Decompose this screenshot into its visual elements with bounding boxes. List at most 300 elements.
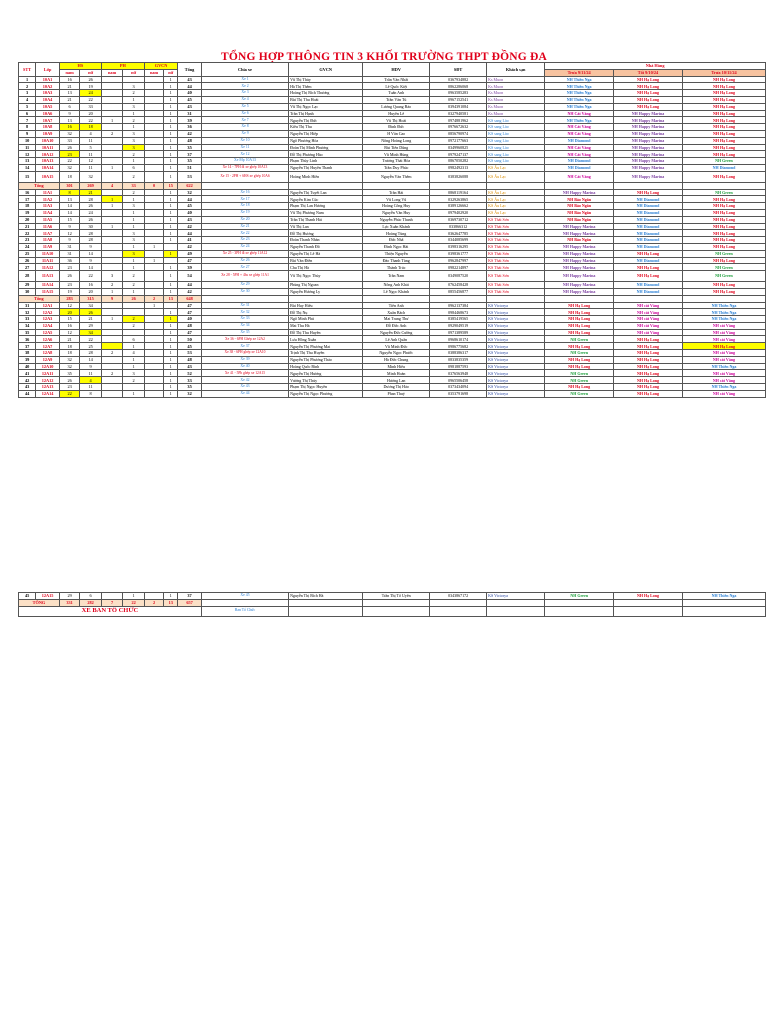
teacher-cell: Vũ Thị Phương Nam	[289, 209, 363, 216]
empty-cell	[545, 599, 614, 606]
restaurant-lunch-1-cell: NH Hạ Long	[545, 343, 614, 350]
hotel-cell: KS sang Lào	[487, 151, 545, 158]
ph-nu-cell: 1	[123, 363, 145, 370]
total-cell: 47	[178, 309, 202, 316]
stt-cell: 16	[19, 189, 36, 196]
restaurant-dinner-cell: NH cát Vàng	[614, 322, 683, 329]
stt-cell: 1	[19, 76, 36, 83]
bus-cell: Xe 42	[201, 377, 288, 384]
restaurant-lunch-1-cell: NH Green	[545, 350, 614, 357]
gv-nam-cell	[144, 309, 163, 316]
ph-nam-cell	[101, 144, 123, 151]
gv-nu-cell: 1	[164, 117, 178, 124]
total-cell: 40	[178, 90, 202, 97]
header-gvcn-count: GVCN	[144, 63, 177, 70]
empty-cell	[487, 599, 545, 606]
gv-nu-cell: 1	[164, 288, 178, 295]
restaurant-dinner-cell: NH Hạ Long	[614, 189, 683, 196]
hs-nu-cell: 21	[80, 316, 102, 323]
gv-nu-cell: 1	[164, 158, 178, 165]
total-cell: 43	[178, 103, 202, 110]
guide-cell: Trần Nam	[363, 271, 430, 282]
empty-cell	[430, 599, 487, 606]
phone-cell: 0362647785	[430, 230, 487, 237]
restaurant-lunch-2-cell: NH cát Vàng	[682, 356, 765, 363]
gv-nam-cell	[144, 76, 163, 83]
restaurant-lunch-1-cell: NH Hạ Long	[545, 329, 614, 336]
stt-cell: 5	[19, 103, 36, 110]
ph-nu-cell: 2	[123, 151, 145, 158]
hs-nam-cell: 13	[59, 196, 79, 203]
hotel-cell: KS Thái Sơn	[487, 288, 545, 295]
hotel-cell: Ks Muon	[487, 83, 545, 90]
restaurant-lunch-1-cell: NH Hạ Long	[545, 356, 614, 363]
hs-nam-cell: 35	[59, 370, 79, 377]
restaurant-dinner-cell: NH Diamond	[614, 243, 683, 250]
phone-cell: 0974881962	[430, 117, 487, 124]
hs-nam-cell: 15	[59, 316, 79, 323]
restaurant-lunch-2-cell: NH Hạ Long	[682, 171, 765, 182]
ph-nu-cell: 3	[123, 250, 145, 257]
gv-nam-cell	[144, 282, 163, 289]
phone-cell: 0962847997	[430, 257, 487, 264]
hotel-cell: KS Victorya	[487, 390, 545, 397]
ph-nu-cell	[123, 76, 145, 83]
hs-nu-cell: 11	[80, 137, 102, 144]
hs-nu-cell: 4	[80, 130, 102, 137]
restaurant-lunch-2-cell: NH Hạ Long	[682, 96, 765, 103]
hs-nam-cell: 9	[59, 110, 79, 117]
teacher-cell: Đỗ Thị Phương Hảo	[289, 151, 363, 158]
btc-cell: Ban Tổ Chức	[201, 606, 288, 616]
phone-cell: 0968610174	[430, 336, 487, 343]
ph-nam-cell	[101, 209, 123, 216]
teacher-cell: Bùi Huy Hiếu	[289, 302, 363, 309]
ph-nu-cell: 1	[123, 96, 145, 103]
restaurant-lunch-1-cell: NH Diamond	[545, 164, 614, 171]
gv-nam-cell	[144, 90, 163, 97]
guide-cell: Vũ Minh Hùng	[363, 151, 430, 158]
hs-nu-cell: 26	[80, 76, 102, 83]
header-ph-nam: nam	[101, 69, 123, 76]
gv-nu-cell: 1	[164, 264, 178, 271]
hs-nu-cell: 20	[80, 110, 102, 117]
phone-cell: 0929049519	[430, 322, 487, 329]
restaurant-lunch-2-cell: NH Thiên Nga	[682, 302, 765, 309]
hs-nam-cell: 26	[59, 144, 79, 151]
guide-cell: Minh Hoàn	[363, 370, 430, 377]
table-row	[19, 203, 766, 210]
class-cell: 10A9	[36, 130, 60, 137]
stt-cell: 22	[19, 230, 36, 237]
hs-nu-cell: 14	[80, 250, 102, 257]
hs-nam-cell: 23	[59, 264, 79, 271]
hs-nam-cell: 12	[59, 302, 79, 309]
hotel-cell: KS Victorya	[487, 309, 545, 316]
header-chia-xe: Chia xe	[201, 63, 288, 77]
stt-cell: 34	[19, 322, 36, 329]
stt-cell: 23	[19, 237, 36, 244]
stt-cell: 25	[19, 250, 36, 257]
gv-nu-cell: 1	[164, 237, 178, 244]
bus-cell: Xe 30	[201, 288, 288, 295]
guide-cell: Nguyễn Đức Cường	[363, 329, 430, 336]
teacher-cell: Phạm Thị Ngọc Huyền	[289, 384, 363, 391]
restaurant-lunch-2-cell: NH Green	[682, 158, 765, 165]
hs-nu-cell: 24	[80, 90, 102, 97]
ph-nam-cell	[101, 309, 123, 316]
gv-nam-cell	[144, 336, 163, 343]
restaurant-lunch-1-cell: NH Hạ Long	[545, 322, 614, 329]
ph-nam-cell	[101, 158, 123, 165]
gv-nam-cell	[144, 203, 163, 210]
restaurant-lunch-1-cell: NH Diamond	[545, 158, 614, 165]
stt-cell: 10	[19, 137, 36, 144]
ph-nu-cell: 3	[123, 237, 145, 244]
hs-nam-cell: 18	[59, 171, 79, 182]
restaurant-lunch-2-cell: NH cát Vàng	[682, 370, 765, 377]
header-gv-nam: nam	[144, 69, 163, 76]
restaurant-lunch-2-cell: NH Hạ Long	[682, 117, 765, 124]
ph-nu-cell	[123, 302, 145, 309]
ph-nu-cell: 1	[123, 257, 145, 264]
ph-nu-cell: 1	[123, 356, 145, 363]
total-cell: 35	[178, 384, 202, 391]
phone-cell: 0981887593	[430, 363, 487, 370]
guide-cell: Hương Lan	[363, 377, 430, 384]
empty-cell	[289, 599, 363, 606]
restaurant-lunch-1-cell: NH Cát Vàng	[545, 144, 614, 151]
total-cell: 48	[178, 356, 202, 363]
class-cell: 10A13	[36, 158, 60, 165]
gv-nam-cell	[144, 356, 163, 363]
class-cell: 11A3	[36, 203, 60, 210]
total-cell: 43	[178, 216, 202, 223]
bus-cell: Xe 40	[201, 363, 288, 370]
hotel-cell: KS Thái Sơn	[487, 223, 545, 230]
hs-nam-cell: 21	[59, 83, 79, 90]
class-cell: 12A15	[36, 593, 60, 600]
hotel-cell: Ks Muon	[487, 103, 545, 110]
gv-nu-cell: 1	[164, 144, 178, 151]
gv-nam-cell	[144, 363, 163, 370]
total-cell: 31	[178, 110, 202, 117]
restaurant-dinner-cell: NH Hạ Long	[614, 76, 683, 83]
hs-nu-cell: 28	[80, 350, 102, 357]
guide-cell: Dương Thị Hảo	[363, 384, 430, 391]
ph-nu-cell	[123, 329, 145, 336]
hotel-cell: KS Thái Sơn	[487, 230, 545, 237]
restaurant-lunch-1-cell: NH Happy Marina	[545, 223, 614, 230]
hotel-cell: KS Âu Lạc	[487, 196, 545, 203]
hotel-cell: KS Victorya	[487, 336, 545, 343]
hs-nu-cell: 6	[80, 593, 102, 600]
hs-nam-cell: 32	[59, 130, 79, 137]
gv-nu-cell: 1	[164, 370, 178, 377]
table-row	[19, 309, 766, 316]
stt-cell: 44	[19, 390, 36, 397]
hs-nam-cell: 32	[59, 356, 79, 363]
restaurant-lunch-2-cell: NH Thiên Nga	[682, 316, 765, 323]
phone-cell: 0962137384	[430, 302, 487, 309]
restaurant-dinner-cell: NH Happy Marina	[614, 124, 683, 131]
ph-nam-cell	[101, 302, 123, 309]
guide-cell: Nông Anh Khải	[363, 282, 430, 289]
footer-label: XE BAN TỔ CHỨC	[19, 606, 202, 616]
header-gv-nu: nữ	[164, 69, 178, 76]
gv-nu-cell	[164, 243, 178, 250]
teacher-cell: Vũ Thị Lan	[289, 223, 363, 230]
class-cell: 11A9	[36, 243, 60, 250]
hotel-cell: Ks Muon	[487, 90, 545, 97]
gv-nam-cell	[144, 264, 163, 271]
gv-nam-cell: 1	[144, 302, 163, 309]
gv-nu-cell: 1	[164, 309, 178, 316]
restaurant-dinner-cell: NH Hạ Long	[614, 377, 683, 384]
guide-cell: Nguyễn Phúc Thanh	[363, 216, 430, 223]
hs-nam-cell: 9	[59, 237, 79, 244]
header-ph: PH	[101, 63, 144, 70]
hs-nu-cell: 28	[80, 230, 102, 237]
hs-nu-cell: 32	[80, 171, 102, 182]
total-cell: 40	[178, 209, 202, 216]
bus-cell: Xe 14 - 7PH đi xe ghép 10A13	[201, 164, 288, 171]
total-cell: 44	[178, 196, 202, 203]
total-cell: 32	[178, 390, 202, 397]
restaurant-lunch-1-cell: NH Thiên Nga	[545, 117, 614, 124]
total-cell: 42	[178, 288, 202, 295]
total-cell: 47	[178, 257, 202, 264]
restaurant-dinner-cell: NH Diamond	[614, 203, 683, 210]
empty-cell	[682, 599, 765, 606]
hs-nam-cell: 14	[59, 209, 79, 216]
total-gv-nam: 2	[144, 295, 163, 302]
gv-nu-cell: 1	[164, 363, 178, 370]
header-toi: Tối 9/10/24	[614, 69, 683, 76]
table-row	[19, 271, 766, 282]
restaurant-lunch-2-cell: NH cát Vàng	[682, 390, 765, 397]
hs-nu-cell: 22	[80, 271, 102, 282]
bus-cell: Xe 6	[201, 110, 288, 117]
teacher-cell: Phạm Thị Lan Hương	[289, 203, 363, 210]
ph-nam-cell: 1	[101, 316, 123, 323]
empty-cell	[363, 295, 430, 302]
teacher-cell: Đoàn Thị Minh Phương	[289, 144, 363, 151]
stt-cell: 28	[19, 271, 36, 282]
gv-nam-cell	[144, 196, 163, 203]
empty-cell	[363, 182, 430, 189]
ph-nu-cell: 1	[123, 223, 145, 230]
hs-nam-cell: 29	[59, 593, 79, 600]
gv-nam-cell	[144, 329, 163, 336]
ph-nam-cell	[101, 237, 123, 244]
gv-nu-cell: 1	[164, 356, 178, 363]
stt-cell: 20	[19, 216, 36, 223]
gv-nam-cell	[144, 250, 163, 257]
bus-cell: Xe 45	[201, 593, 288, 600]
ph-nam-cell	[101, 83, 123, 90]
total-cell: 44	[178, 230, 202, 237]
restaurant-lunch-2-cell: NH Diamond	[682, 164, 765, 171]
hotel-cell: KS Victorya	[487, 343, 545, 350]
empty-cell	[201, 182, 288, 189]
empty-cell	[545, 606, 614, 616]
table-row	[19, 209, 766, 216]
empty-cell	[614, 295, 683, 302]
class-cell: 12A13	[36, 384, 60, 391]
total-hs-nu: 282	[80, 599, 102, 606]
gv-nu-cell	[164, 302, 178, 309]
teacher-cell: Hoàng Minh Hiền	[289, 171, 363, 182]
phone-cell: 0369730712	[430, 216, 487, 223]
bottom-table	[18, 592, 766, 617]
hs-nu-cell: 28	[80, 196, 102, 203]
total-cell: 42	[178, 130, 202, 137]
teacher-cell: Nguyễn Thị Lê Hà	[289, 250, 363, 257]
phone-cell: 0979402920	[430, 209, 487, 216]
teacher-cell: Nguyễn Thị Huyền Thanh	[289, 164, 363, 171]
restaurant-lunch-2-cell: NH Hạ Long	[682, 343, 765, 350]
gv-nu-cell: 1	[164, 110, 178, 117]
hotel-cell: KS Victorya	[487, 370, 545, 377]
table-row	[19, 350, 766, 357]
gv-nam-cell	[144, 384, 163, 391]
class-cell: 12A10	[36, 363, 60, 370]
restaurant-dinner-cell: NH Happy Marina	[614, 164, 683, 171]
total-ph-nu: 22	[123, 599, 145, 606]
ph-nam-cell: 2	[101, 350, 123, 357]
gv-nam-cell	[144, 209, 163, 216]
class-cell: 12A14	[36, 390, 60, 397]
bus-cell: Xe 12	[201, 151, 288, 158]
gv-nam-cell	[144, 271, 163, 282]
restaurant-lunch-1-cell: NH Cát Vàng	[545, 171, 614, 182]
gv-nam-cell	[144, 377, 163, 384]
ph-nu-cell: 1	[123, 196, 145, 203]
stt-cell: 18	[19, 203, 36, 210]
restaurant-lunch-2-cell: NH cát Vàng	[682, 336, 765, 343]
ph-nam-cell	[101, 329, 123, 336]
ph-nam-cell	[101, 103, 123, 110]
restaurant-dinner-cell: NH Happy Marina	[614, 130, 683, 137]
table-row	[19, 356, 766, 363]
restaurant-lunch-1-cell: NH Green	[545, 370, 614, 377]
restaurant-lunch-2-cell: NH cát Vàng	[682, 377, 765, 384]
table-row	[19, 322, 766, 329]
hs-nu-cell: 26	[80, 203, 102, 210]
hotel-cell: KS sang Lào	[487, 117, 545, 124]
total-ph-nam: 4	[101, 182, 123, 189]
restaurant-lunch-2-cell: NH cát Vàng	[682, 322, 765, 329]
bus-cell: Xe 3	[201, 90, 288, 97]
restaurant-lunch-2-cell: NH Hạ Long	[682, 216, 765, 223]
restaurant-dinner-cell: NH Hạ Long	[614, 593, 683, 600]
teacher-cell: Hoàng Thị Bích Thương	[289, 90, 363, 97]
bus-cell: Xe 1	[201, 76, 288, 83]
bus-cell: Xe 11	[201, 144, 288, 151]
hs-nam-cell: 31	[59, 250, 79, 257]
ph-nu-cell: 2	[123, 90, 145, 97]
restaurant-dinner-cell: NH Happy Marina	[614, 117, 683, 124]
stt-cell: 41	[19, 370, 36, 377]
total-cell: 47	[178, 302, 202, 309]
phone-cell: 0986775682	[430, 343, 487, 350]
guide-cell: Đào Thanh Tùng	[363, 257, 430, 264]
table-row	[19, 264, 766, 271]
class-cell: 12A4	[36, 322, 60, 329]
ph-nu-cell: 3	[123, 137, 145, 144]
guide-cell: Lương Quang Bảo	[363, 103, 430, 110]
gv-nu-cell: 1	[164, 137, 178, 144]
guide-cell: Lê Ngọc Khánh	[363, 288, 430, 295]
stt-cell: 29	[19, 282, 36, 289]
hs-nu-cell: 22	[80, 117, 102, 124]
hs-nam-cell: 23	[59, 151, 79, 158]
phone-cell: 0376563948	[430, 370, 487, 377]
empty-cell	[201, 295, 288, 302]
class-cell: 12A12	[36, 377, 60, 384]
teacher-cell: Nguyễn Thị Bích Hà	[289, 593, 363, 600]
phone-cell: 0349960825	[430, 144, 487, 151]
hs-nam-cell: 36	[59, 257, 79, 264]
teacher-cell: Bùi Thị Thu Hoài	[289, 96, 363, 103]
gv-nam-cell	[144, 189, 163, 196]
empty-cell	[289, 295, 363, 302]
total-cell: 37	[178, 151, 202, 158]
total-cell: 41	[178, 237, 202, 244]
table-row	[19, 110, 766, 117]
restaurant-lunch-1-cell: NH Bảo Ngân	[545, 237, 614, 244]
class-cell: 10A5	[36, 103, 60, 110]
empty-cell	[430, 295, 487, 302]
restaurant-dinner-cell: NH Hạ Long	[614, 350, 683, 357]
bus-cell: Xe 38 - 6PH ghép xe 12A10	[201, 350, 288, 357]
hs-nu-cell: 9	[80, 363, 102, 370]
total-row	[19, 599, 766, 606]
table-row	[19, 151, 766, 158]
gv-nu-cell: 1	[164, 282, 178, 289]
restaurant-dinner-cell: NH Hạ Long	[614, 336, 683, 343]
stt-cell: 33	[19, 316, 36, 323]
restaurant-lunch-2-cell: NH Hạ Long	[682, 90, 765, 97]
gv-nam-cell	[144, 223, 163, 230]
empty-cell	[201, 599, 288, 606]
gv-nam-cell	[144, 171, 163, 182]
hotel-cell: KS Thái Sơn	[487, 237, 545, 244]
ph-nam-cell	[101, 390, 123, 397]
restaurant-lunch-2-cell: NH Green	[682, 189, 765, 196]
table-row	[19, 336, 766, 343]
class-cell: 10A2	[36, 83, 60, 90]
empty-cell	[545, 182, 614, 189]
ph-nu-cell: 3	[123, 203, 145, 210]
header-khach-san: Khách sạn	[487, 63, 545, 77]
class-cell: 10A8	[36, 124, 60, 131]
total-gv-nam: 0	[144, 182, 163, 189]
hs-nu-cell: 12	[80, 158, 102, 165]
class-cell: 10A15	[36, 171, 60, 182]
guide-cell: Nguyễn Ngọc Phước	[363, 350, 430, 357]
total-cell: 51	[178, 164, 202, 171]
phone-cell: 0373434094	[430, 384, 487, 391]
total-gv-nam: 2	[144, 599, 163, 606]
total-ph-nu: 33	[123, 182, 145, 189]
table-row	[19, 390, 766, 397]
total-label: Tổng	[19, 295, 60, 302]
ph-nu-cell: 2	[123, 117, 145, 124]
teacher-cell: Hà Thị Thêm	[289, 83, 363, 90]
hs-nam-cell: 16	[59, 124, 79, 131]
